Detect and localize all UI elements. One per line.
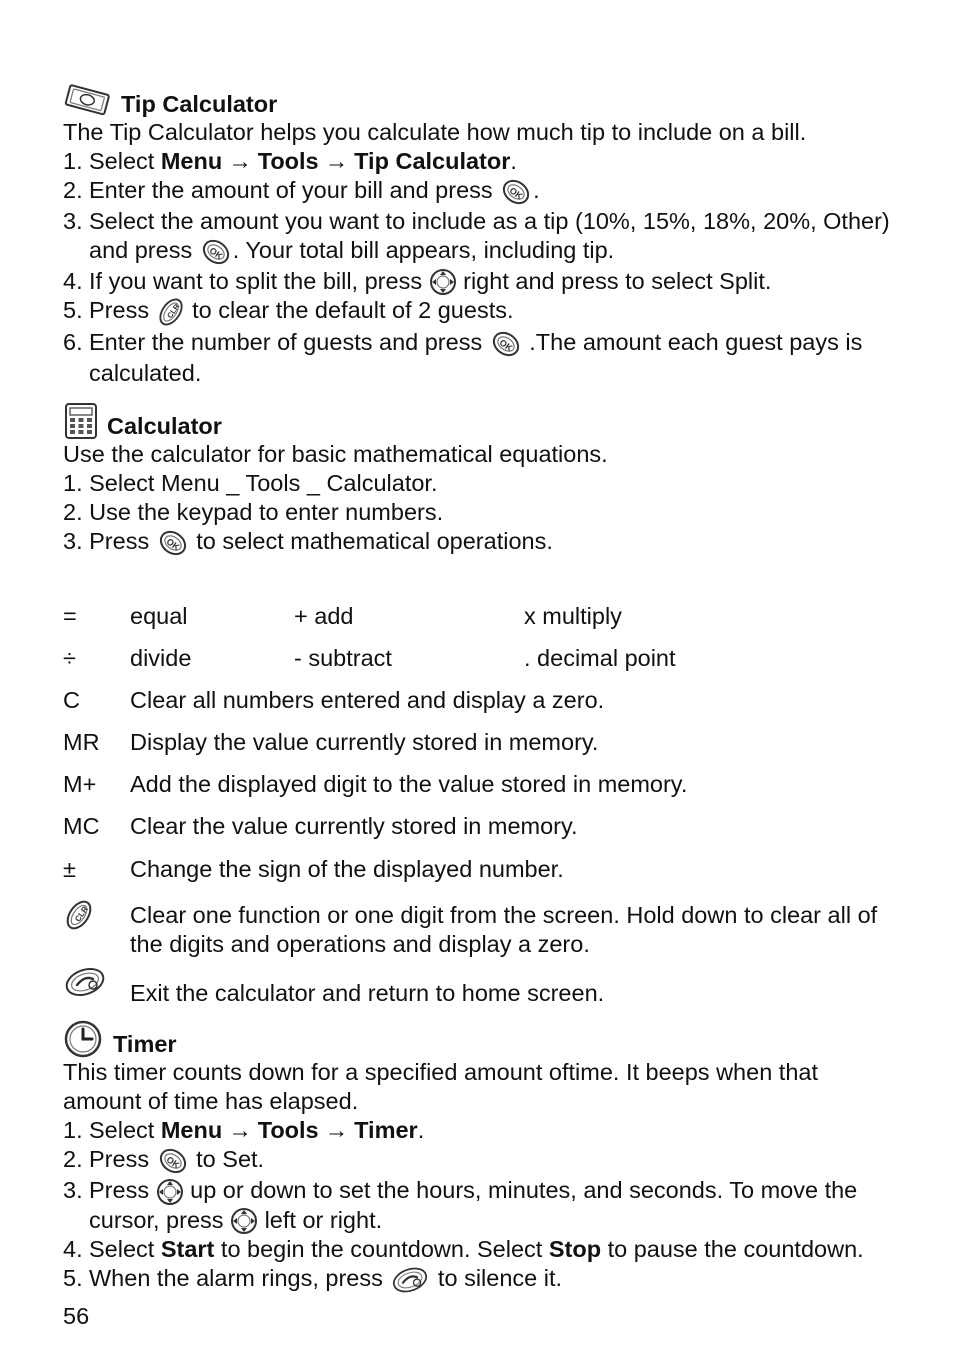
list-item: 5. Press to clear the default of 2 guests. — [63, 296, 893, 328]
arrow-right-icon: → — [228, 1116, 252, 1143]
tip-calculator-icon — [63, 84, 113, 118]
table-row: ÷ divide - subtract . decimal point — [63, 645, 676, 672]
table-row: MC Clear the value currently stored in memory. — [63, 813, 578, 840]
table-row: M+ Add the displayed digit to the value stored in memory. — [63, 771, 688, 798]
table-row: Exit the calculator and return to home screen. — [63, 965, 893, 1008]
page-number: 56 — [63, 1303, 90, 1329]
calculator-icon — [63, 402, 99, 440]
calculator-heading — [63, 400, 893, 440]
end-key-icon — [389, 1265, 431, 1295]
tip-calculator-heading — [63, 78, 893, 118]
arrow-right-icon: → — [324, 148, 349, 174]
table-row: MR Display the value currently stored in memory. — [63, 729, 599, 756]
manual-page — [63, 78, 893, 1295]
clear-key-icon — [63, 898, 95, 932]
list-item: 3. Select the amount you want to include as a tip (10%, 15%, 18%, 20%, Other) and press . Your total bill appears, including tip. — [63, 207, 893, 267]
operator-symbol: MR — [63, 729, 100, 756]
list-item: 2. Press to Set. — [63, 1145, 893, 1176]
ok-key-icon — [199, 237, 233, 267]
timer-icon — [63, 1020, 105, 1058]
arrow-right-icon: → — [228, 148, 252, 174]
arrow-right-icon: → — [324, 1116, 349, 1143]
calculator-intro: Use the calculator for basic mathematical equations. — [63, 441, 608, 468]
list-item: 2. Use the keypad to enter numbers. — [63, 499, 444, 526]
list-item: 4. Select Start to begin the countdown. Select Stop to pause the countdown. — [63, 1236, 864, 1263]
operator-symbol: C — [63, 687, 80, 714]
clear-key-icon — [156, 296, 186, 328]
operator-symbol: MC — [63, 813, 100, 840]
list-item: 1. Select Menu _ Tools _ Calculator. — [63, 470, 438, 497]
tip-intro: The Tip Calculator helps you calculate how much tip to include on a bill. — [63, 119, 807, 145]
ok-key-icon — [156, 1146, 190, 1176]
list-item: 1. Select Menu → Tools → Tip Calculator. — [63, 148, 517, 174]
timer-heading — [63, 1018, 893, 1058]
operator-symbol: M+ — [63, 771, 97, 798]
list-item: 3. Press to select mathematical operations. — [63, 527, 893, 558]
calculator-title: Calculator — [107, 413, 222, 440]
table-row: C Clear all numbers entered and display a zero. — [63, 687, 605, 714]
table-row: = equal + add x multiply — [63, 603, 622, 630]
ok-key-icon — [489, 329, 523, 359]
operator-symbol: ÷ — [63, 645, 76, 672]
operations-table — [63, 596, 893, 1008]
timer-title: Timer — [113, 1030, 177, 1057]
list-item: 4. If you want to split the bill, press right and press to select Split. — [63, 267, 893, 297]
ok-key-icon — [499, 177, 533, 207]
list-item: 3. Press up or down to set the hours, minutes, and seconds. To move the cursor, press left or right. — [63, 1176, 893, 1236]
operator-symbol: = — [63, 603, 77, 630]
table-row: ± Change the sign of the displayed number. — [63, 856, 564, 883]
list-item: 2. Enter the amount of your bill and press . — [63, 176, 893, 207]
list-item: 6. Enter the number of guests and press .The amount each guest pays is calculated. — [63, 329, 863, 387]
navigation-key-icon — [429, 268, 457, 296]
table-row: Clear one function or one digit from the screen. Hold down to clear all of the digits and operations and display a zero. — [63, 898, 893, 959]
navigation-key-icon — [156, 1178, 184, 1206]
timer-intro: This timer counts down for a specified amount oftime. It beeps when that amount of time has elapsed. — [63, 1058, 818, 1114]
list-item: 5. When the alarm rings, press to silence it. — [63, 1264, 893, 1295]
list-item: 1. Select Menu → Tools → Timer. — [63, 1116, 425, 1143]
end-key-icon — [63, 965, 107, 999]
operator-symbol: ± — [63, 856, 76, 883]
tip-calculator-title: Tip Calculator — [121, 91, 278, 117]
navigation-key-icon — [230, 1207, 258, 1235]
ok-key-icon — [156, 528, 190, 558]
